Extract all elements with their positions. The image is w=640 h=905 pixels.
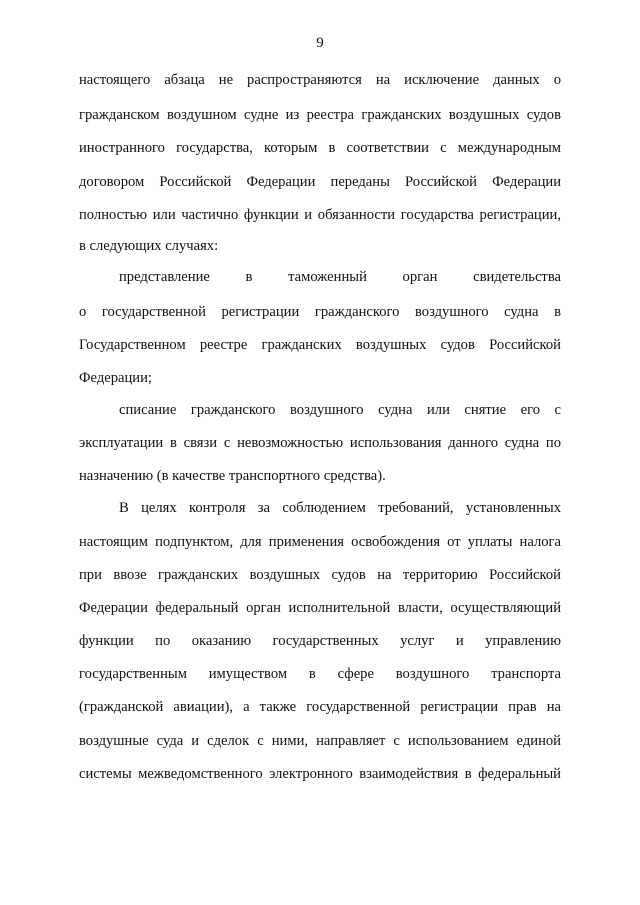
text-line: настоящего абзаца не распространяются на исключение данных о (79, 72, 561, 88)
text-line: о государственной регистрации гражданского воздушного судна в (79, 304, 561, 320)
text-line: в следующих случаях: (79, 238, 219, 254)
text-line: Федерации; (79, 370, 152, 386)
text-line: договором Российской Федерации переданы Российской Федерации (79, 174, 561, 190)
text-line: списание гражданского воздушного судна или снятие его с (119, 402, 561, 418)
text-line: эксплуатации в связи с невозможностью использования данного судна по (79, 435, 561, 451)
text-line: В целях контроля за соблюдением требований, установленных (119, 500, 561, 516)
text-line: иностранного государства, которым в соответствии с международным (79, 140, 561, 156)
text-line: государственным имуществом в сфере воздушного транспорта (79, 666, 561, 682)
text-line: полностью или частично функции и обязанности государства регистрации, (79, 207, 561, 223)
text-line: Государственном реестре гражданских воздушных судов Российской (79, 337, 561, 353)
text-line: воздушные суда и сделок с ними, направляет с использованием единой (79, 733, 561, 749)
text-line: гражданском воздушном судне из реестра гражданских воздушных судов (79, 107, 561, 123)
text-line: системы межведомственного электронного взаимодействия в федеральный (79, 766, 561, 782)
text-line: при ввозе гражданских воздушных судов на территорию Российской (79, 567, 561, 583)
text-line: (гражданской авиации), а также государственной регистрации прав на (79, 699, 561, 715)
text-line: настоящим подпунктом, для применения освобождения от уплаты налога (79, 534, 561, 550)
page-number: 9 (316, 35, 324, 51)
text-line: Федерации федеральный орган исполнительной власти, осуществляющий (79, 600, 561, 616)
text-line: представление в таможенный орган свидетельства (119, 269, 561, 285)
text-line: функции по оказанию государственных услуг и управлению (79, 633, 561, 649)
text-line: назначению (в качестве транспортного средства). (79, 468, 386, 484)
